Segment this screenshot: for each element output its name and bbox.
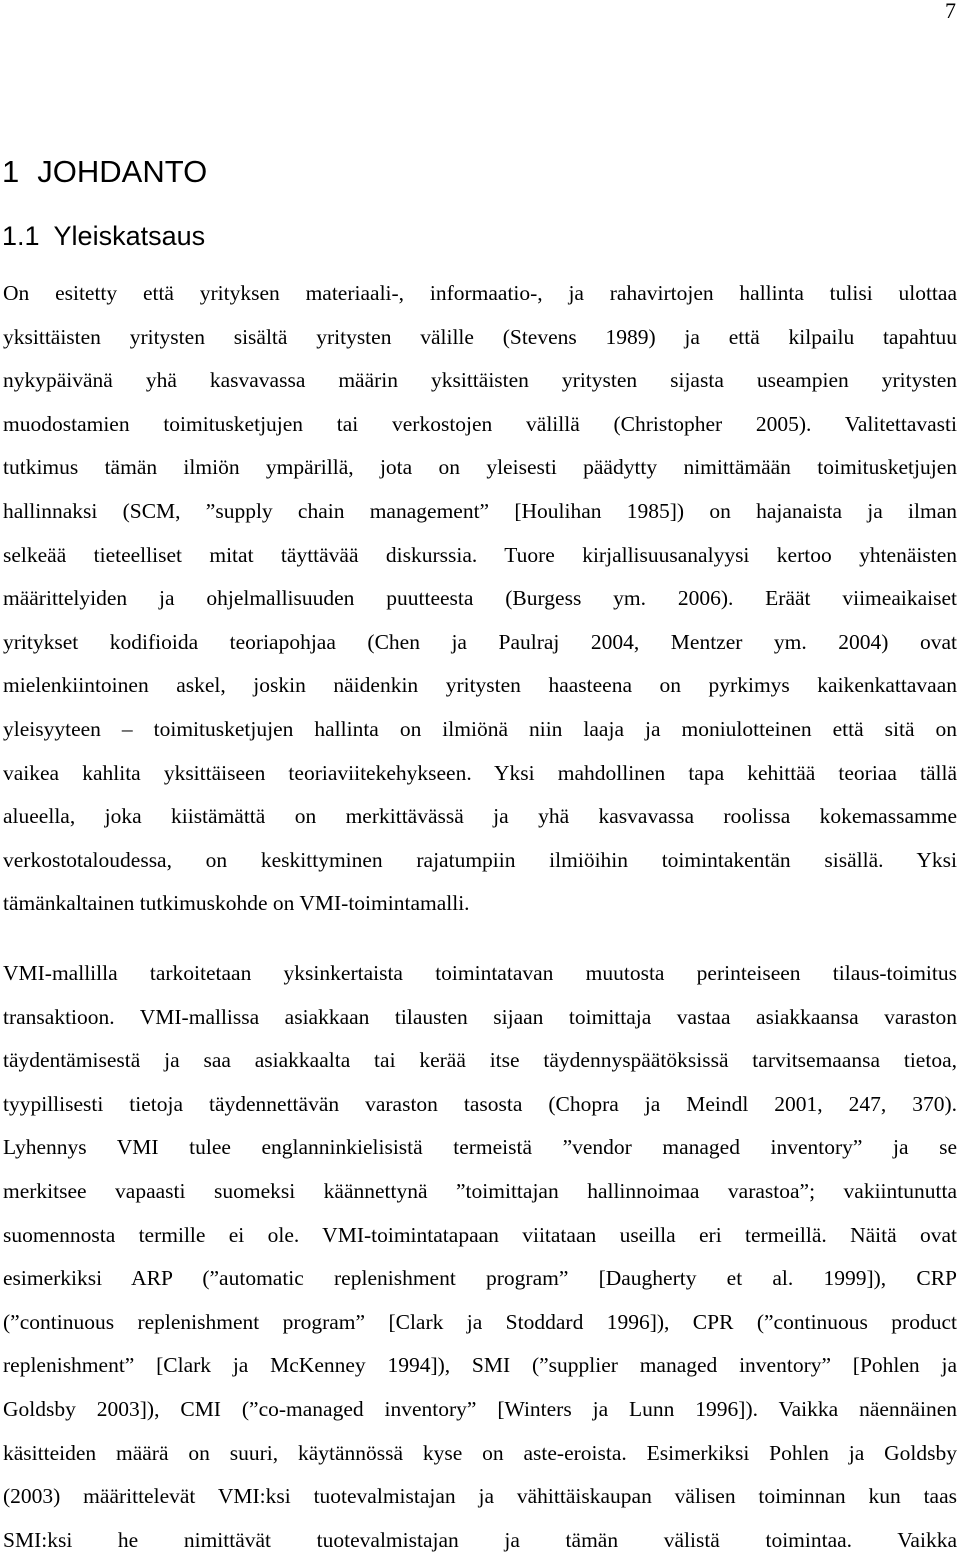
text-line: Goldsby 2003]), CMI (”co-managed inventory” [Winters ja Lunn 1996]). Vaikka näennäinen (3, 1396, 957, 1421)
text-line: (2003) määrittelevät VMI:ksi tuotevalmistajan ja vähittäiskaupan välisen toiminnan kun taas (3, 1484, 957, 1509)
text-line: alueella, joka kiistämättä on merkittävässä ja yhä kasvavassa roolissa kokemassamme (3, 804, 957, 829)
text-line: muodostamien toimitusketjujen tai verkostojen välillä (Christopher 2005). Valitettavasti (3, 411, 957, 436)
text-line: yleisyyteen – toimitusketjujen hallinta on ilmiönä niin laaja ja moniulotteinen että sitä on (3, 716, 957, 741)
text-line: yritykset kodifioida teoriapohjaa (Chen ja Paulraj 2004, Mentzer ym. 2004) ovat (3, 629, 957, 654)
section-heading (2, 216, 205, 256)
text-line: VMI-mallilla tarkoitetaan yksinkertaista toimintatavan muutosta perinteiseen tilaus-toimitus (3, 961, 957, 985)
page-number: 7 (945, 0, 956, 23)
text-line: käsitteiden määrä on suuri, käytännössä kyse on aste-eroista. Esimerkiksi Pohlen ja Goldsby (3, 1440, 957, 1465)
text-line: replenishment” [Clark ja McKenney 1994]), SMI (”supplier managed inventory” [Pohlen ja (3, 1353, 957, 1378)
text-line: verkostotaloudessa, on keskittyminen rajatumpiin ilmiöihin toimintakentän sisällä. Yksi (3, 847, 957, 872)
text-line: nykypäivänä yhä kasvavassa määrin yksittäisten yritysten sijasta useampien yritysten (3, 368, 957, 393)
section-number: 1.1 (2, 221, 40, 251)
section-title: Yleiskatsaus (53, 221, 206, 251)
text-line: esimerkiksi ARP (”automatic replenishment program” [Daugherty et al. 1999]), CRP (3, 1266, 957, 1291)
chapter-heading (2, 152, 207, 192)
paragraph-overview (3, 272, 957, 926)
text-line: transaktioon. VMI-mallissa asiakkaan tilausten sijaan toimittaja vastaa asiakkaansa varaston (3, 1004, 957, 1029)
text-line: mielenkiintoinen askel, joskin näidenkin yritysten haasteena on pyrkimys kaikenkattavaan (3, 673, 957, 698)
text-line: tyypillisesti tietoja täydennettävän varaston tasosta (Chopra ja Meindl 2001, 247, 370). (3, 1091, 957, 1116)
text-line: suomennosta termille ei ole. VMI-toimintatapaan viitataan useilla eri termeillä. Näitä ovat (3, 1222, 957, 1247)
text-line: yksittäisten yritysten sisältä yritysten välille (Stevens 1989) ja että kilpailu tapahtuu (3, 324, 957, 349)
text-line: tämänkaltainen tutkimuskohde on VMI-toimintamalli. (3, 891, 470, 916)
text-line: tutkimus tämän ilmiön ympärillä, jota on yleisesti päädytty nimittämään toimitusketjujen (3, 455, 957, 480)
paragraph-vmi (3, 952, 957, 1562)
text-line: (”continuous replenishment program” [Clark ja Stoddard 1996]), CPR (”continuous product (3, 1309, 957, 1334)
text-line: On esitetty että yrityksen materiaali-, informaatio-, ja rahavirtojen hallinta tulisi ulottaa (3, 281, 957, 305)
chapter-title: JOHDANTO (37, 154, 208, 189)
chapter-number: 1 (2, 154, 20, 189)
text-line: määrittelyiden ja ohjelmallisuuden puutteesta (Burgess ym. 2006). Eräät viimeaikaiset (3, 586, 957, 611)
text-line: Lyhennys VMI tulee englanninkielisistä termeistä ”vendor managed inventory” ja se (3, 1135, 957, 1160)
text-line: merkitsee vapaasti suomeksi käännettynä ”toimittajan hallinnoimaa varastoa”; vakiintunutta (3, 1178, 957, 1203)
text-line: SMI:ksi he nimittävät tuotevalmistajan ja tämän välistä toimintaa. Vaikka (3, 1527, 957, 1552)
text-line: selkeää tieteelliset mitat täyttävää diskurssia. Tuore kirjallisuusanalyysi kertoo yhtenäisten (3, 542, 957, 567)
text-line: täydentämisestä ja saa asiakkaalta tai kerää itse täydennyspäätöksissä tarvitsemaansa tietoa, (3, 1048, 957, 1073)
text-line: hallinnaksi (SCM, ”supply chain management” [Houlihan 1985]) on hajanaista ja ilman (3, 498, 957, 523)
text-line: vaikea kahlita yksittäiseen teoriaviitekehykseen. Yksi mahdollinen tapa kehittää teoriaa tällä (3, 760, 957, 785)
